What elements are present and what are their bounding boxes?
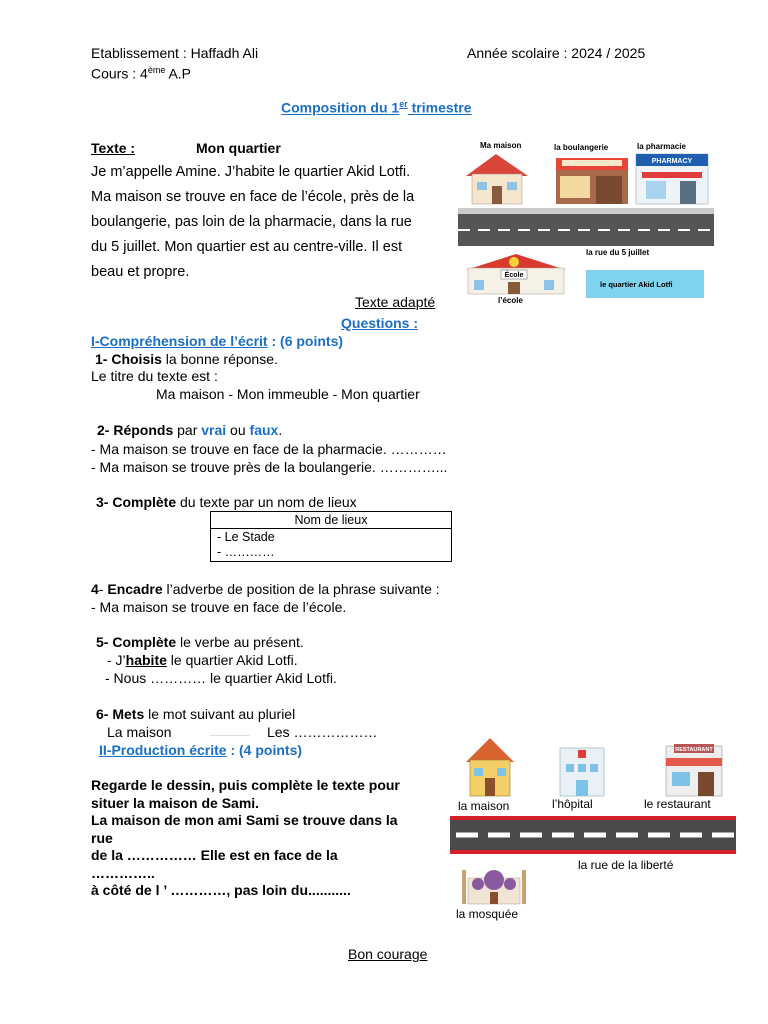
q1-options: Ma maison - Mon immeuble - Mon quartier — [156, 386, 420, 402]
q4-sentence: - Ma maison se trouve en face de l’école. — [91, 599, 347, 615]
label-quartier: le quartier Akid Lotfi — [600, 280, 673, 289]
etablissement: Etablissement : Haffadh Ali — [91, 45, 259, 61]
label-mosquee: la mosquée — [456, 907, 519, 921]
texte-body: Je m’appelle Amine. J’habite le quartier Akid Lotfi. Ma maison se trouve en face de l’école, près de la boulangerie, pas loin de la pharmacie, dans la rue du 5 juillet. Mon quartier est au centre-ville. Il est beau et propre. — [91, 164, 415, 280]
q4-instruction: 4- Encadre l’adverbe de position de la phrase suivante : — [91, 581, 440, 597]
cours: Cours : 4ème A.P — [91, 65, 192, 82]
pharmacy-sign: PHARMACY — [651, 158, 693, 165]
boulangerie-icon — [556, 158, 628, 204]
page-title: Composition du 1er trimestre — [281, 99, 472, 116]
label-pharmacie: la pharmacie — [637, 142, 686, 151]
q2-item-1: - Ma maison se trouve en face de la pharmacie. ………… — [91, 441, 447, 457]
label-ecole: l’école — [498, 296, 523, 305]
mosquee-icon — [462, 870, 526, 904]
restaurant-sign: RESTAURANT — [675, 747, 713, 753]
label-ma-maison: Ma maison — [480, 141, 522, 150]
label-rue: la rue du 5 juillet — [586, 248, 650, 257]
lieux-table-header: Nom de lieux — [211, 512, 452, 529]
part2-title: II-Production écrite : (4 points) — [99, 742, 303, 758]
q1-line2: Le titre du texte est : — [91, 368, 218, 384]
annee-scolaire: Année scolaire : 2024 / 2025 — [467, 45, 646, 61]
q5-line-2: - Nous ………… le quartier Akid Lotfi. — [105, 670, 337, 686]
maison-icon — [466, 154, 528, 204]
quartier-illustration — [456, 136, 714, 306]
label-rue-liberte: la rue de la liberté — [578, 858, 674, 872]
q5-line-1: - J’habite le quartier Akid Lotfi. — [107, 652, 298, 668]
label-hopital: l’hôpital — [552, 797, 593, 811]
pharmacie-icon — [636, 154, 708, 204]
texte-heading: Mon quartier — [196, 140, 281, 156]
label-restaurant: le restaurant — [644, 797, 711, 811]
q6-arrow-placeholder — [210, 735, 250, 736]
texte-label: Texte : — [91, 140, 136, 156]
q5-instruction: 5- Complète le verbe au présent. — [96, 634, 304, 650]
lieux-table — [210, 511, 452, 562]
label-la-maison: la maison — [458, 799, 510, 813]
q6-left: La maison — [107, 724, 172, 740]
q6-instruction: 6- Mets le mot suivant au pluriel — [96, 706, 296, 722]
q2-item-2: - Ma maison se trouve près de la boulangerie. …………... — [91, 459, 448, 475]
lieux-row-2: - ………… — [217, 545, 275, 559]
questions-label: Questions : — [341, 315, 419, 331]
hopital-icon — [560, 748, 604, 796]
production-text: Regarde le dessin, puis complète le texte pour situer la maison de Sami. La maison de mon ami Sami se trouve dans la rue de la …………… Elle est en face de la ………….. à côté de l ’ …………, pas loin du........... — [91, 777, 400, 898]
label-boulangerie: la boulangerie — [554, 143, 609, 152]
q3-instruction: 3- Complète du texte par un nom de lieux — [96, 494, 357, 510]
texte-source: Texte adapté — [355, 294, 436, 310]
rue-liberte-illustration — [448, 732, 736, 924]
bon-courage: Bon courage — [348, 946, 428, 962]
q1-instruction: 1- Choisis la bonne réponse. — [95, 351, 278, 367]
lieux-row-1: - Le Stade — [217, 530, 275, 544]
maison-2-icon — [466, 738, 514, 796]
q6-right: Les ……………… — [267, 724, 378, 740]
part1-title: I-Compréhension de l’écrit : (6 points) — [91, 333, 344, 349]
ecole-sign: École — [504, 272, 524, 279]
q2-instruction: 2- Réponds par vrai ou faux. — [97, 422, 283, 438]
ecole-icon — [466, 254, 566, 294]
restaurant-icon — [666, 744, 722, 796]
